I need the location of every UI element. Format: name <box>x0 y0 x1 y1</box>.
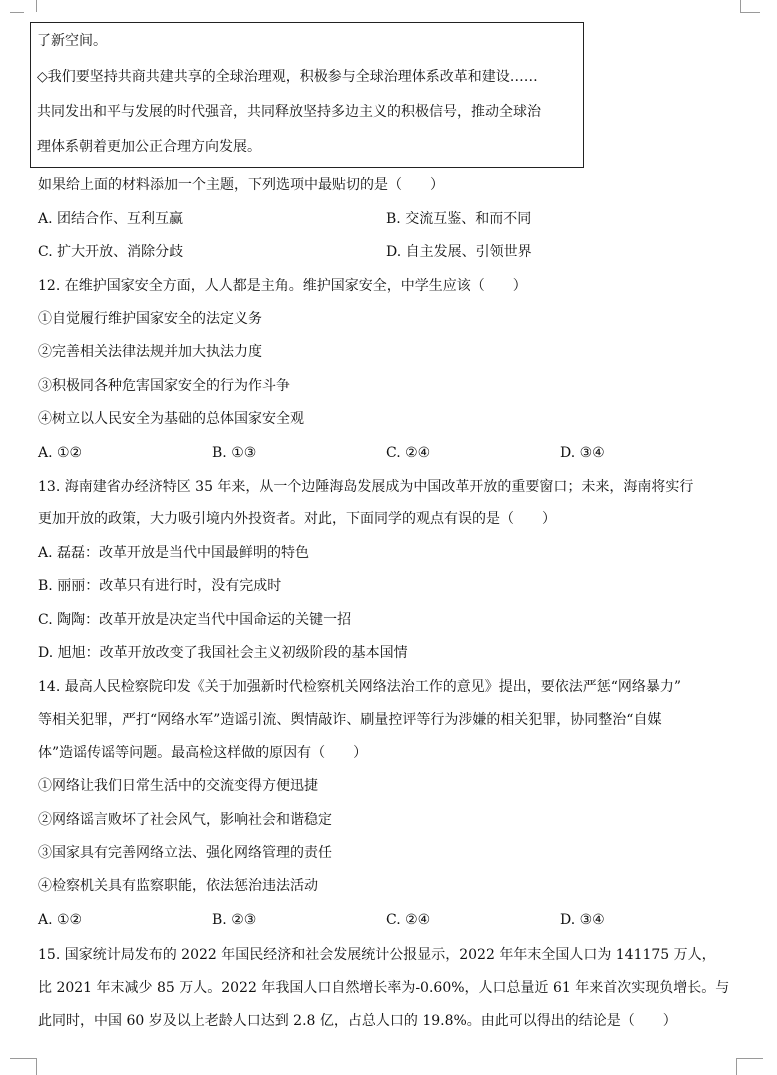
q14-option-b: B. ②③ <box>212 912 257 928</box>
q13-option-d: D. 旭旭：改革开放改变了我国社会主义初级阶段的基本国情 <box>38 645 408 661</box>
q13-option-b: B. 丽丽：改革只有进行时，没有完成时 <box>38 578 282 594</box>
crop-mark-top-left-h <box>10 12 24 13</box>
q13-stem-line-1: 13. 海南建省办经济特区 35 年来，从一个边陲海岛发展成为中国改革开放的重要窗口；未来，海南将实行 <box>38 479 694 495</box>
q12-option-d: D. ③④ <box>560 445 605 461</box>
crop-mark-bottom-right <box>736 1058 763 1075</box>
crop-mark-bottom-left <box>10 1058 37 1075</box>
q11-stem: 如果给上面的材料添加一个主题，下列选项中最贴切的是（ ） <box>38 177 444 193</box>
q14-item-3: ③国家具有完善网络立法、强化网络管理的责任 <box>38 845 332 861</box>
q12-item-3: ③积极同各种危害国家安全的行为作斗争 <box>38 378 290 394</box>
material-line: 理体系朝着更加公正合理方向发展。 <box>37 139 261 155</box>
q14-item-2: ②网络谣言败坏了社会风气，影响社会和谐稳定 <box>38 812 332 828</box>
q13-option-c: C. 陶陶：改革开放是决定当代中国命运的关键一招 <box>38 612 352 628</box>
q11-option-b: B. 交流互鉴、和而不同 <box>386 211 532 227</box>
q15-stem-line-3: 此同时，中国 60 岁及以上老龄人口达到 2.8 亿，占总人口的 19.8%。由此可以得出的结论是（ ） <box>38 1013 677 1029</box>
material-line: 了新空间。 <box>37 33 107 49</box>
crop-mark-top-right <box>740 0 755 12</box>
q14-stem-line-1: 14. 最高人民检察院印发《关于加强新时代检察机关网络法治工作的意见》提出，要依法严惩“网络暴力” <box>38 679 682 695</box>
q12-option-a: A. ①② <box>38 445 83 461</box>
q12-option-c: C. ②④ <box>386 445 431 461</box>
q11-option-d: D. 自主发展、引领世界 <box>386 244 532 260</box>
q14-item-4: ④检察机关具有监察职能，依法惩治违法活动 <box>38 878 318 894</box>
q14-option-a: A. ①② <box>38 912 83 928</box>
q12-item-2: ②完善相关法律法规并加大执法力度 <box>38 344 262 360</box>
q13-option-a: A. 磊磊：改革开放是当代中国最鲜明的特色 <box>38 545 310 561</box>
q14-stem-line-2: 等相关犯罪，严打“网络水军”造谣引流、舆情敲诈、刷量控评等行为涉嫌的相关犯罪，协同整治“自媒 <box>38 712 662 728</box>
q12-item-4: ④树立以人民安全为基础的总体国家安全观 <box>38 411 304 427</box>
q11-option-a: A. 团结合作、互利互赢 <box>38 211 184 227</box>
crop-mark-top-right-h <box>740 12 760 13</box>
q14-stem-line-3: 体”造谣传谣等问题。最高检这样做的原因有（ ） <box>38 745 368 761</box>
q12-option-b: B. ①③ <box>212 445 257 461</box>
material-line: ◇我们要坚持共商共建共享的全球治理观，积极参与全球治理体系改革和建设…… <box>37 69 538 85</box>
crop-mark-top-left <box>22 0 37 12</box>
q14-option-c: C. ②④ <box>386 912 431 928</box>
q15-stem-line-1: 15. 国家统计局发布的 2022 年国民经济和社会发展统计公报显示，2022 年年末全国人口为 141175 万人， <box>38 947 716 963</box>
q13-stem-line-2: 更加开放的政策，大力吸引境内外投资者。对此，下面同学的观点有误的是（ ） <box>38 511 556 527</box>
q12-stem: 12. 在维护国家安全方面，人人都是主角。维护国家安全，中学生应该（ ） <box>38 278 527 294</box>
q14-item-1: ①网络让我们日常生活中的交流变得方便迅捷 <box>38 778 318 794</box>
material-box <box>30 22 584 168</box>
q14-option-d: D. ③④ <box>560 912 605 928</box>
material-line: 共同发出和平与发展的时代强音，共同释放坚持多边主义的积极信号，推动全球治 <box>37 104 541 120</box>
q15-stem-line-2: 比 2021 年末减少 85 万人。2022 年我国人口自然增长率为-0.60%，人口总量近 61 年来首次实现负增长。与 <box>38 980 730 996</box>
q11-option-c: C. 扩大开放、消除分歧 <box>38 244 184 260</box>
q12-item-1: ①自觉履行维护国家安全的法定义务 <box>38 311 262 327</box>
